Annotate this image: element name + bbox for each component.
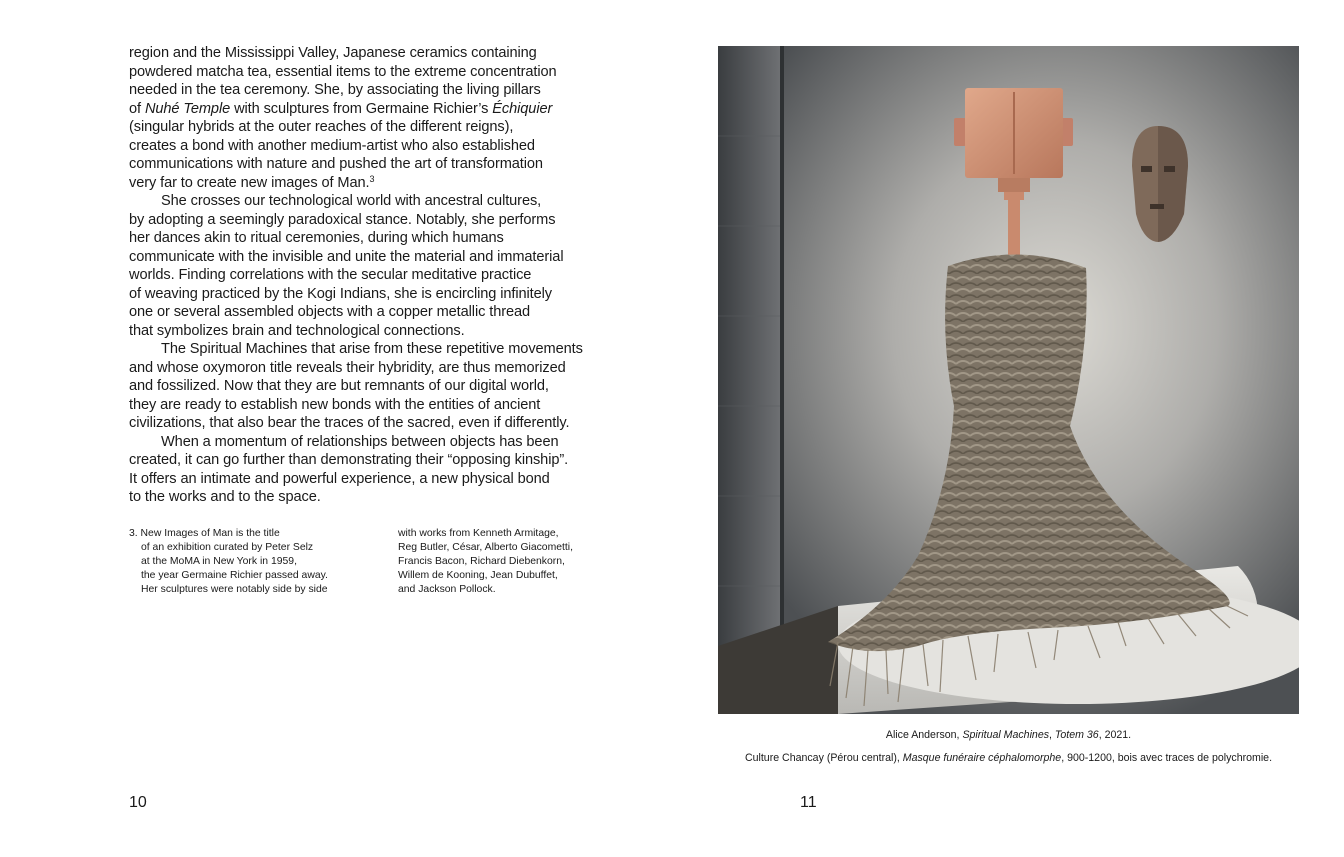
- body-line-text: communicate with the invisible and unite the material and immaterial: [129, 248, 564, 265]
- footnote-line: with works from Kenneth Armitage,: [398, 528, 559, 539]
- body-line: [129, 174, 649, 193]
- page-number-left: 10: [129, 794, 147, 811]
- body-line: [129, 322, 649, 341]
- wall-pillar: [718, 46, 780, 714]
- body-line: [129, 488, 649, 507]
- body-line: [129, 470, 649, 489]
- footnote-column-2: [398, 527, 638, 597]
- footnote-line: 3. New Images of Man is the title: [129, 528, 280, 539]
- artwork-title-italic: Nuhé Temple: [144, 100, 231, 117]
- footnote-line: Her sculptures were notably side by side: [141, 584, 328, 595]
- caption-artwork-year: , 2021.: [1098, 729, 1132, 741]
- body-line: [129, 44, 649, 63]
- footnote-line: the year Germaine Richier passed away.: [141, 570, 328, 581]
- page-number-right: 11: [800, 794, 817, 811]
- body-line: [129, 285, 649, 304]
- body-line-text: of: [129, 100, 145, 117]
- caption-artwork: [718, 729, 1299, 741]
- caption-artwork-series: Spiritual Machines: [962, 729, 1050, 741]
- body-line: [129, 248, 649, 267]
- body-line: [129, 340, 649, 359]
- caption-artwork-artist: Alice Anderson,: [885, 729, 963, 741]
- body-line-text: by adopting a seemingly paradoxical stance. Notably, she performs: [129, 211, 556, 228]
- body-line-text: She crosses our technological world with ancestral cultures,: [161, 193, 542, 209]
- body-line: [129, 451, 649, 470]
- caption-artwork-sep: ,: [1049, 729, 1055, 741]
- body-line: [129, 303, 649, 322]
- body-line: [129, 229, 649, 248]
- body-line: [129, 155, 649, 174]
- footnote-marker: 3: [369, 173, 375, 184]
- body-line-text: creates a bond with another medium-artist who also established: [129, 137, 535, 154]
- artwork-illustration: [718, 46, 1299, 714]
- copper-neck: [1008, 200, 1020, 260]
- body-line-text: worlds. Finding correlations with the secular meditative practice: [129, 267, 532, 283]
- footnote-line: Francis Bacon, Richard Diebenkorn,: [398, 556, 565, 567]
- footnote-line: Willem de Kooning, Jean Dubuffet,: [398, 570, 558, 581]
- body-line-text: of weaving practiced by the Kogi Indians, she is encircling infinitely: [129, 285, 552, 302]
- body-line: [129, 63, 649, 82]
- body-line: [129, 211, 649, 230]
- caption-mask-culture: Culture Chancay (Pérou central),: [744, 752, 903, 764]
- body-line: [129, 100, 649, 119]
- artwork-photo: [718, 46, 1299, 714]
- body-line-text: civilizations, that also bear the traces of the sacred, even if differently.: [129, 415, 570, 431]
- body-line-text: region and the Mississippi Valley, Japanese ceramics containing: [129, 45, 537, 61]
- body-line: [129, 192, 649, 211]
- body-line-text: When a momentum of relationships between objects has been: [161, 433, 559, 450]
- body-line-text: that symbolizes brain and technological connections.: [129, 322, 465, 339]
- body-line-text: they are ready to establish new bonds with the entities of ancient: [129, 396, 541, 413]
- body-line: [129, 118, 649, 137]
- body-line: [129, 359, 649, 378]
- body-line: [129, 377, 649, 396]
- caption-mask-title: Masque funéraire céphalomorphe: [902, 752, 1062, 764]
- body-line-text: with sculptures from Germaine Richier’s: [230, 100, 493, 117]
- footnote-column-1: [129, 527, 369, 597]
- body-line-text: communications with nature and pushed the art of transformation: [129, 156, 543, 172]
- body-line-text: and whose oxymoron title reveals their hybridity, are thus memorized: [129, 359, 566, 376]
- body-text: [129, 44, 649, 507]
- body-line-text: created, it can go further than demonstrating their “opposing kinship”.: [129, 452, 569, 468]
- footnote-line: of an exhibition curated by Peter Selz: [141, 542, 314, 553]
- caption-mask: [718, 752, 1299, 764]
- body-line-text: (singular hybrids at the outer reaches of the different reigns),: [129, 119, 514, 135]
- footnote-line: at the MoMA in New York in 1959,: [141, 556, 297, 567]
- body-line-text: very far to create new images of Man.: [129, 174, 370, 191]
- body-line-text: and fossilized. Now that they are but remnants of our digital world,: [129, 378, 549, 394]
- body-line: [129, 396, 649, 415]
- caption-mask-details: , 900-1200, bois avec traces de polychromie.: [1061, 752, 1273, 764]
- body-line-text: one or several assembled objects with a copper metallic thread: [129, 304, 531, 320]
- body-line: [129, 414, 649, 433]
- body-line-text: her dances akin to ritual ceremonies, during which humans: [129, 230, 504, 246]
- body-line-text: The Spiritual Machines that arise from these repetitive movements: [161, 341, 583, 357]
- body-line-text: to the works and to the space.: [129, 489, 321, 505]
- body-line-text: needed in the tea ceremony. She, by associating the living pillars: [129, 82, 541, 98]
- right-page: [672, 0, 1344, 857]
- body-line: [129, 433, 649, 452]
- footnote-line: Reg Butler, César, Alberto Giacometti,: [398, 542, 573, 553]
- body-line: [129, 266, 649, 285]
- body-line: [129, 81, 649, 100]
- body-line-text: It offers an intimate and powerful experience, a new physical bond: [129, 470, 550, 487]
- artwork-title-italic: Échiquier: [492, 100, 553, 117]
- body-line: [129, 137, 649, 156]
- footnote-line: and Jackson Pollock.: [398, 584, 496, 595]
- body-line-text: powdered matcha tea, essential items to the extreme concentration: [129, 63, 557, 80]
- caption-artwork-title: Totem 36: [1054, 729, 1099, 741]
